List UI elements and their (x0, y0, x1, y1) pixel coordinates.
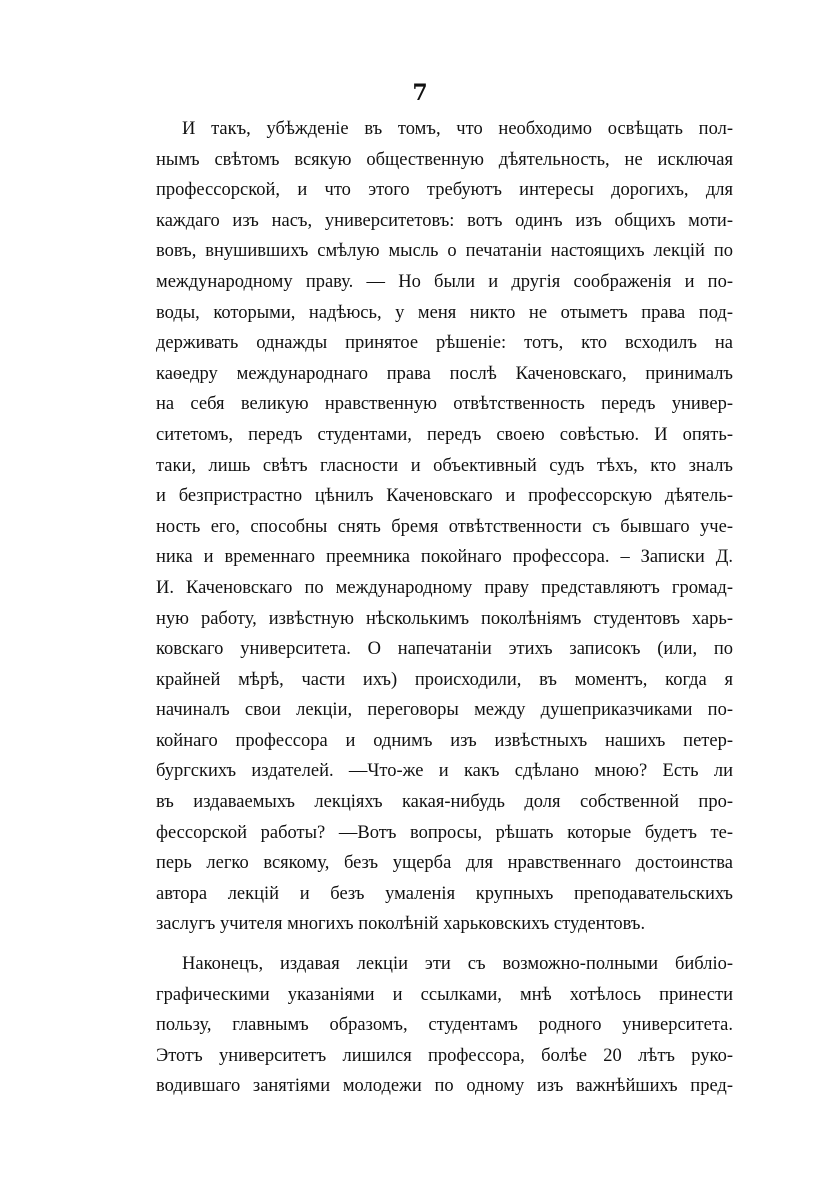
text-line: профессорской, и что этого требуютъ интересы дорогихъ, для (156, 180, 733, 201)
text-line: графическими указаніями и ссылками, мнѣ хотѣлось принести (156, 984, 733, 1005)
text-line: и безпристрастно цѣнилъ Каченовскаго и профессорскую дѣятель- (156, 486, 733, 507)
page-number: 7 (412, 80, 428, 106)
text-line: пользу, главнымъ образомъ, студентамъ родного университета. (156, 1015, 733, 1036)
text-line: въ издаваемыхъ лекціяхъ какая-нибудь доля собственной про- (156, 792, 733, 813)
text-line: таки, лишь свѣтъ гласности и объективный судъ тѣхъ, кто зналъ (156, 455, 733, 476)
text-line: ника и временнаго преемника покойнаго профессора. – Записки Д. (156, 547, 733, 568)
text-line: на себя великую нравственную отвѣтственность передъ универ- (156, 394, 733, 415)
text-line: Этотъ университетъ лишился профессора, болѣе 20 лѣтъ руко- (156, 1045, 733, 1066)
text-line: койнаго профессора и однимъ изъ извѣстныхъ нашихъ петер- (156, 730, 733, 751)
text-line: каѳедру международнаго права послѣ Каченовскаго, принималъ (156, 363, 733, 384)
body-text (156, 114, 733, 1102)
text-line: перь легко всякому, безъ ущерба для нравственнаго достоинства (156, 853, 733, 874)
text-line: Наконецъ, издавая лекціи эти съ возможно-полными библіо- (182, 954, 733, 975)
paragraph-2 (156, 949, 733, 1102)
text-line: вовъ, внушившихъ смѣлую мысль о печатаніи настоящихъ лекцій по (156, 241, 733, 262)
text-line: международному праву. — Но были и другія соображенія и по- (156, 271, 733, 292)
text-line: крайней мѣрѣ, части ихъ) происходили, въ моментъ, когда я (156, 669, 733, 690)
text-line: ность его, способны снять бремя отвѣтственности съ бывшаго уче- (156, 516, 733, 537)
text-line: бургскихъ издателей. —Что-же и какъ сдѣлано мною? Есть ли (156, 761, 733, 782)
text-line: ковскаго университета. О напечатаніи этихъ записокъ (или, по (156, 639, 733, 660)
paragraph-1 (156, 114, 733, 940)
text-line: И такъ, убѣжденіе въ томъ, что необходимо освѣщать пол- (182, 119, 733, 139)
text-line: держивать однажды принятое рѣшеніе: тотъ, кто всходилъ на (156, 333, 733, 354)
text-line: автора лекцій и безъ умаленія крупныхъ преподавательскихъ (156, 883, 733, 904)
text-line: водившаго занятіями молодежи по одному изъ важнѣйшихъ пред- (156, 1076, 733, 1097)
text-line: заслугъ учителя многихъ поколѣній харьковскихъ студентовъ. (156, 914, 646, 935)
text-line: каждаго изъ насъ, университетовъ: вотъ одинъ изъ общихъ моти- (156, 210, 733, 231)
text-line: ситетомъ, передъ студентами, передъ своею совѣстью. И опять- (156, 424, 733, 445)
text-line: фессорской работы? —Вотъ вопросы, рѣшать которые будетъ те- (156, 822, 733, 843)
text-line: нымъ свѣтомъ всякую общественную дѣятельность, не исключая (156, 149, 733, 170)
text-line: И. Каченовскаго по международному праву представляютъ громад- (156, 577, 733, 598)
text-line: ную работу, извѣстную нѣсколькимъ поколѣніямъ студентовъ харь- (156, 608, 733, 629)
text-line: воды, которыми, надѣюсь, у меня никто не отыметъ права под- (156, 302, 733, 323)
text-line: начиналъ свои лекціи, переговоры между душеприказчиками по- (156, 700, 733, 721)
